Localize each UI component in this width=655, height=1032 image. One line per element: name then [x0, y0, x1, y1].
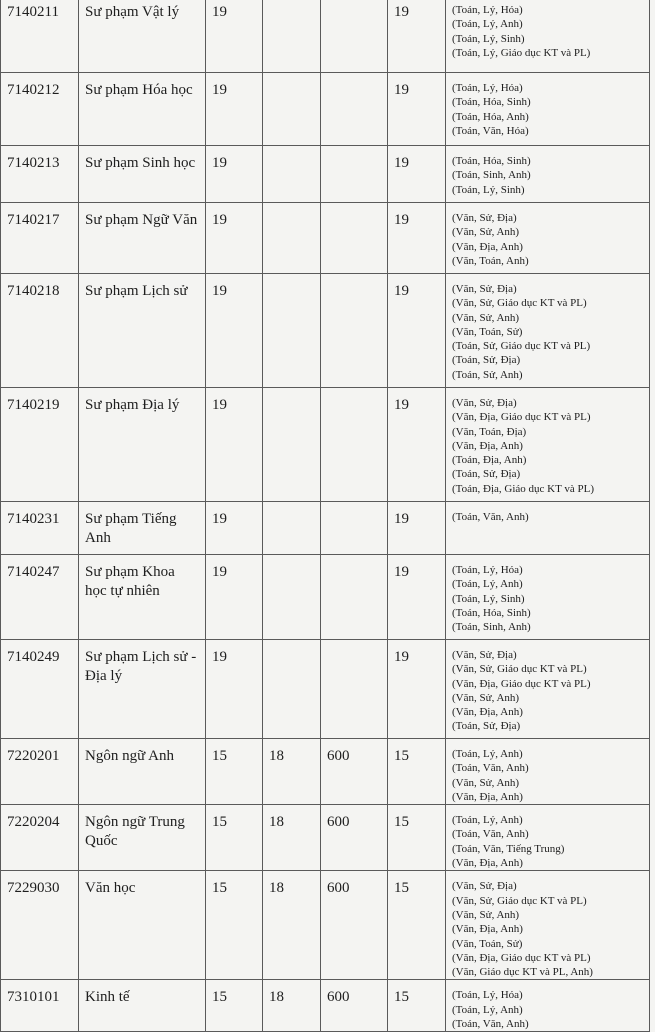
subject-combination: (Văn, Toán, Sử)	[452, 937, 523, 950]
subject-combination: (Toán, Sử, Giáo dục KT và PL)	[452, 340, 591, 353]
major-name: Sư phạm Ngữ Văn	[79, 203, 206, 274]
subject-combination: (Toán, Địa, Giáo dục KT và PL)	[452, 482, 594, 495]
subject-combination: (Văn, Sử, Anh)	[452, 226, 520, 239]
subject-combination: (Văn, Toán, Địa)	[452, 425, 527, 438]
major-code: 7220204	[1, 805, 79, 871]
score-3: 600	[321, 739, 388, 805]
subject-combination: (Toán, Hóa, Sinh)	[452, 155, 531, 167]
major-name: Sư phạm Lịch sử - Địa lý	[79, 640, 206, 739]
score-3: 600	[321, 871, 388, 980]
major-name: Sư phạm Địa lý	[79, 388, 206, 502]
subject-combination: (Văn, Địa, Anh)	[452, 790, 523, 803]
subject-combination: (Toán, Hóa, Anh)	[452, 110, 529, 123]
subject-combination: (Văn, Địa, Anh)	[452, 923, 523, 936]
subject-combination: (Toán, Lý, Anh)	[452, 748, 523, 760]
major-name: Ngôn ngữ Trung Quốc	[79, 805, 206, 871]
score-1: 19	[206, 555, 263, 640]
major-code: 7220201	[1, 739, 79, 805]
score-4: 19	[388, 73, 446, 146]
subject-combination: (Văn, Địa, Anh)	[452, 439, 523, 452]
score-3: 600	[321, 980, 388, 1032]
score-2	[263, 502, 321, 555]
score-2	[263, 640, 321, 739]
subject-combination: (Toán, Văn, Tiếng Trung)	[452, 842, 565, 855]
subject-combination: (Toán, Văn, Anh)	[452, 828, 529, 841]
table-row	[1, 502, 650, 555]
score-2: 18	[263, 980, 321, 1032]
score-2: 18	[263, 805, 321, 871]
score-1: 15	[206, 980, 263, 1032]
subject-combinations	[446, 388, 650, 502]
major-code: 7229030	[1, 871, 79, 980]
score-2	[263, 203, 321, 274]
score-1: 19	[206, 203, 263, 274]
major-code: 7140219	[1, 388, 79, 502]
score-4: 19	[388, 555, 446, 640]
subject-combination: (Văn, Sử, Anh)	[452, 311, 520, 324]
major-code: 7140213	[1, 146, 79, 203]
subject-combination: (Văn, Sử, Anh)	[452, 691, 520, 704]
table-row	[1, 203, 650, 274]
subject-combination: (Văn, Địa, Anh)	[452, 857, 523, 870]
score-4: 15	[388, 871, 446, 980]
major-code: 7140247	[1, 555, 79, 640]
subject-combination: (Toán, Lý, Anh)	[452, 578, 523, 591]
subject-combination: (Toán, Sử, Địa)	[452, 720, 521, 733]
score-3	[321, 555, 388, 640]
major-name: Văn học	[79, 871, 206, 980]
score-1: 15	[206, 805, 263, 871]
major-name: Sư phạm Khoa học tự nhiên	[79, 555, 206, 640]
score-4: 19	[388, 640, 446, 739]
table-row	[1, 640, 650, 739]
major-code: 7140217	[1, 203, 79, 274]
subject-combination: (Toán, Văn, Hóa)	[452, 124, 529, 137]
score-4: 19	[388, 203, 446, 274]
score-4: 19	[388, 0, 446, 73]
subject-combination: (Toán, Văn, Anh)	[452, 762, 529, 775]
major-name: Ngôn ngữ Anh	[79, 739, 206, 805]
major-code: 7140211	[1, 0, 79, 73]
score-3	[321, 502, 388, 555]
subject-combination: (Toán, Sinh, Anh)	[452, 169, 531, 182]
score-3	[321, 640, 388, 739]
score-4: 19	[388, 274, 446, 388]
score-3	[321, 274, 388, 388]
subject-combination: (Toán, Lý, Hóa)	[452, 564, 523, 576]
subject-combination: (Toán, Lý, Anh)	[452, 1003, 523, 1016]
subject-combination: (Văn, Sử, Địa)	[452, 649, 517, 661]
subject-combination: (Toán, Lý, Sinh)	[452, 183, 525, 196]
subject-combination: (Toán, Sử, Anh)	[452, 368, 523, 381]
score-4: 15	[388, 739, 446, 805]
subject-combination: (Toán, Văn, Anh)	[452, 1018, 529, 1031]
subject-combinations	[446, 739, 650, 805]
major-code: 7310101	[1, 980, 79, 1032]
score-1: 19	[206, 502, 263, 555]
subject-combinations	[446, 555, 650, 640]
subject-combination: (Toán, Địa, Anh)	[452, 454, 527, 467]
table-row	[1, 871, 650, 980]
major-code: 7140212	[1, 73, 79, 146]
subject-combination: (Văn, Sử, Địa)	[452, 880, 517, 893]
score-4: 19	[388, 146, 446, 203]
score-3	[321, 0, 388, 73]
score-1: 15	[206, 739, 263, 805]
subject-combination: (Văn, Địa, Giáo dục KT và PL)	[452, 411, 591, 424]
subject-combination: (Toán, Lý, Sinh)	[452, 32, 525, 45]
subject-combination: (Toán, Hóa, Sinh)	[452, 96, 531, 109]
table-row	[1, 388, 650, 502]
score-4: 15	[388, 980, 446, 1032]
subject-combinations	[446, 805, 650, 871]
subject-combination: (Toán, Lý, Hóa)	[452, 82, 523, 94]
subject-combination: (Văn, Sử, Địa)	[452, 212, 517, 224]
subject-combination: (Văn, Toán, Sử)	[452, 325, 523, 338]
table-row	[1, 980, 650, 1032]
score-2	[263, 388, 321, 502]
score-1: 19	[206, 274, 263, 388]
subject-combination: (Toán, Sinh, Anh)	[452, 621, 531, 634]
subject-combinations	[446, 73, 650, 146]
score-2: 18	[263, 871, 321, 980]
subject-combinations	[446, 0, 650, 73]
subject-combination: (Văn, Địa, Giáo dục KT và PL)	[452, 677, 591, 690]
subject-combinations	[446, 146, 650, 203]
score-1: 19	[206, 640, 263, 739]
score-1: 15	[206, 871, 263, 980]
table-row	[1, 805, 650, 871]
score-2	[263, 555, 321, 640]
subject-combination: (Văn, Sử, Anh)	[452, 908, 520, 921]
score-2	[263, 146, 321, 203]
major-code: 7140218	[1, 274, 79, 388]
major-name: Sư phạm Lịch sử	[79, 274, 206, 388]
subject-combination: (Văn, Địa, Anh)	[452, 240, 523, 253]
subject-combination: (Toán, Sử, Địa)	[452, 468, 521, 481]
major-name: Kinh tế	[79, 980, 206, 1032]
subject-combination: (Toán, Sử, Địa)	[452, 354, 521, 367]
table-row	[1, 73, 650, 146]
score-3	[321, 388, 388, 502]
score-3	[321, 146, 388, 203]
score-1: 19	[206, 73, 263, 146]
score-2	[263, 274, 321, 388]
subject-combinations	[446, 203, 650, 274]
subject-combinations	[446, 640, 650, 739]
score-2	[263, 73, 321, 146]
subject-combinations	[446, 502, 650, 555]
score-1: 19	[206, 0, 263, 73]
score-3	[321, 73, 388, 146]
subject-combination: (Toán, Văn, Anh)	[452, 511, 529, 523]
major-name: Sư phạm Sinh học	[79, 146, 206, 203]
subject-combination: (Toán, Lý, Anh)	[452, 18, 523, 31]
score-4: 19	[388, 502, 446, 555]
score-1: 19	[206, 146, 263, 203]
major-name: Sư phạm Tiếng Anh	[79, 502, 206, 555]
subject-combination: (Văn, Sử, Giáo dục KT và PL)	[452, 297, 587, 310]
table-row	[1, 739, 650, 805]
subject-combinations	[446, 274, 650, 388]
score-3	[321, 203, 388, 274]
subject-combinations	[446, 980, 650, 1032]
subject-combination: (Văn, Địa, Giáo dục KT và PL)	[452, 951, 591, 964]
subject-combination: (Toán, Lý, Hóa)	[452, 989, 523, 1002]
table-row	[1, 0, 650, 73]
subject-combination: (Văn, Sử, Địa)	[452, 397, 517, 409]
score-4: 19	[388, 388, 446, 502]
subject-combination: (Văn, Toán, Anh)	[452, 254, 529, 267]
subject-combinations	[446, 871, 650, 980]
subject-combination: (Văn, Sử, Giáo dục KT và PL)	[452, 663, 587, 676]
subject-combination: (Văn, Sử, Giáo dục KT và PL)	[452, 894, 587, 907]
subject-combination: (Toán, Lý, Giáo dục KT và PL)	[452, 46, 591, 59]
score-4: 15	[388, 805, 446, 871]
table-row	[1, 274, 650, 388]
subject-combination: (Toán, Lý, Anh)	[452, 814, 523, 827]
subject-combination: (Văn, Sử, Anh)	[452, 776, 520, 789]
major-name: Sư phạm Hóa học	[79, 73, 206, 146]
subject-combination: (Toán, Lý, Sinh)	[452, 592, 525, 605]
score-1: 19	[206, 388, 263, 502]
major-code: 7140231	[1, 502, 79, 555]
subject-combination: (Toán, Hóa, Sinh)	[452, 606, 531, 619]
score-2: 18	[263, 739, 321, 805]
subject-combination: (Văn, Sử, Địa)	[452, 283, 517, 295]
major-code: 7140249	[1, 640, 79, 739]
table-row	[1, 146, 650, 203]
subject-combination: (Văn, Địa, Anh)	[452, 706, 523, 719]
subject-combination: (Toán, Lý, Hóa)	[452, 4, 523, 16]
table-row	[1, 555, 650, 640]
major-name: Sư phạm Vật lý	[79, 0, 206, 73]
score-3: 600	[321, 805, 388, 871]
score-2	[263, 0, 321, 73]
subject-combination: (Văn, Giáo dục KT và PL, Anh)	[452, 966, 593, 979]
